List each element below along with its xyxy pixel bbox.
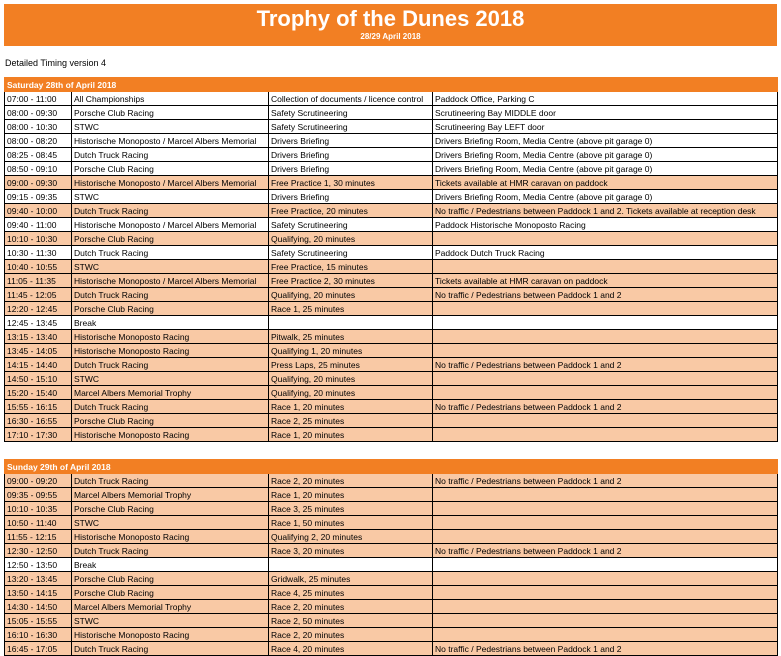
note-cell: Scrutineering Bay LEFT door (433, 120, 778, 134)
time-cell: 15:55 - 16:15 (5, 400, 72, 414)
time-cell: 08:25 - 08:45 (5, 148, 72, 162)
time-cell: 12:50 - 13:50 (5, 558, 72, 572)
group-cell: Porsche Club Racing (72, 106, 269, 120)
group-cell: Historische Monoposto / Marcel Albers Memorial (72, 218, 269, 232)
time-cell: 12:30 - 12:50 (5, 544, 72, 558)
note-cell (433, 414, 778, 428)
group-cell: Historische Monoposto / Marcel Albers Memorial (72, 274, 269, 288)
note-cell (433, 428, 778, 442)
table-row (5, 204, 778, 218)
table-row (5, 516, 778, 530)
table-row (5, 246, 778, 260)
group-cell: Dutch Truck Racing (72, 400, 269, 414)
table-row (5, 344, 778, 358)
note-cell (433, 260, 778, 274)
saturday-schedule-table (4, 77, 778, 442)
day-header-row (5, 460, 778, 474)
activity-cell: Safety Scrutineering (269, 120, 433, 134)
note-cell (433, 600, 778, 614)
group-cell: Marcel Albers Memorial Trophy (72, 488, 269, 502)
activity-cell: Free Practice, 20 minutes (269, 204, 433, 218)
group-cell: STWC (72, 120, 269, 134)
group-cell: Porsche Club Racing (72, 502, 269, 516)
note-cell: Drivers Briefing Room, Media Centre (above pit garage 0) (433, 148, 778, 162)
activity-cell: Race 1, 20 minutes (269, 400, 433, 414)
note-cell: Tickets available at HMR caravan on paddock (433, 274, 778, 288)
note-cell: Tickets available at HMR caravan on paddock (433, 176, 778, 190)
time-cell: 10:40 - 10:55 (5, 260, 72, 274)
note-cell: No traffic / Pedestrians between Paddock 1 and 2. Tickets available at reception desk (433, 204, 778, 218)
activity-cell: Free Practice, 15 minutes (269, 260, 433, 274)
activity-cell: Race 3, 20 minutes (269, 544, 433, 558)
note-cell (433, 330, 778, 344)
group-cell: Porsche Club Racing (72, 414, 269, 428)
activity-cell: Race 1, 20 minutes (269, 428, 433, 442)
activity-cell: Qualifying, 20 minutes (269, 372, 433, 386)
table-row (5, 302, 778, 316)
time-cell: 08:00 - 08:20 (5, 134, 72, 148)
time-cell: 13:45 - 14:05 (5, 344, 72, 358)
note-cell (433, 558, 778, 572)
activity-cell: Collection of documents / licence control (269, 92, 433, 106)
title-banner (4, 4, 777, 46)
group-cell: Dutch Truck Racing (72, 544, 269, 558)
table-row (5, 488, 778, 502)
group-cell: STWC (72, 372, 269, 386)
group-cell: STWC (72, 614, 269, 628)
group-cell: Porsche Club Racing (72, 232, 269, 246)
note-cell: Paddock Office, Parking C (433, 92, 778, 106)
activity-cell: Race 1, 20 minutes (269, 488, 433, 502)
time-cell: 12:20 - 12:45 (5, 302, 72, 316)
activity-cell: Drivers Briefing (269, 134, 433, 148)
time-cell: 09:00 - 09:20 (5, 474, 72, 488)
table-row (5, 218, 778, 232)
time-cell: 15:05 - 15:55 (5, 614, 72, 628)
note-cell: No traffic / Pedestrians between Paddock 1 and 2 (433, 288, 778, 302)
time-cell: 10:50 - 11:40 (5, 516, 72, 530)
time-cell: 15:20 - 15:40 (5, 386, 72, 400)
activity-cell: Safety Scrutineering (269, 246, 433, 260)
group-cell: All Championships (72, 92, 269, 106)
activity-cell: Qualifying 2, 20 minutes (269, 530, 433, 544)
group-cell: Historische Monoposto Racing (72, 628, 269, 642)
table-row (5, 120, 778, 134)
activity-cell: Free Practice 2, 30 minutes (269, 274, 433, 288)
table-row (5, 148, 778, 162)
activity-cell: Race 2, 20 minutes (269, 600, 433, 614)
note-cell: Paddock Dutch Truck Racing (433, 246, 778, 260)
note-cell: No traffic / Pedestrians between Paddock 1 and 2 (433, 358, 778, 372)
table-row (5, 316, 778, 330)
event-dates: 28/29 April 2018 (360, 32, 421, 41)
time-cell: 11:55 - 12:15 (5, 530, 72, 544)
table-row (5, 614, 778, 628)
time-cell: 09:40 - 11:00 (5, 218, 72, 232)
time-cell: 17:10 - 17:30 (5, 428, 72, 442)
activity-cell: Qualifying, 20 minutes (269, 288, 433, 302)
note-cell: No traffic / Pedestrians between Paddock 1 and 2 (433, 544, 778, 558)
note-cell: Drivers Briefing Room, Media Centre (above pit garage 0) (433, 162, 778, 176)
activity-cell: Pitwalk, 25 minutes (269, 330, 433, 344)
group-cell: Break (72, 316, 269, 330)
group-cell: Historische Monoposto Racing (72, 344, 269, 358)
activity-cell: Drivers Briefing (269, 162, 433, 176)
activity-cell: Drivers Briefing (269, 148, 433, 162)
activity-cell: Race 2, 20 minutes (269, 628, 433, 642)
time-cell: 13:20 - 13:45 (5, 572, 72, 586)
activity-cell (269, 558, 433, 572)
activity-cell: Safety Scrutineering (269, 106, 433, 120)
group-cell: Dutch Truck Racing (72, 246, 269, 260)
table-row (5, 274, 778, 288)
table-row (5, 530, 778, 544)
note-cell: No traffic / Pedestrians between Paddock 1 and 2 (433, 474, 778, 488)
note-cell (433, 502, 778, 516)
note-cell (433, 232, 778, 246)
table-row (5, 288, 778, 302)
group-cell: Porsche Club Racing (72, 302, 269, 316)
day-header: Sunday 29th of April 2018 (5, 460, 778, 474)
group-cell: Porsche Club Racing (72, 586, 269, 600)
table-row (5, 544, 778, 558)
note-cell: Scrutineering Bay MIDDLE door (433, 106, 778, 120)
activity-cell: Press Laps, 25 minutes (269, 358, 433, 372)
time-cell: 09:35 - 09:55 (5, 488, 72, 502)
activity-cell: Drivers Briefing (269, 190, 433, 204)
table-row (5, 628, 778, 642)
day-header-row (5, 78, 778, 92)
group-cell: Dutch Truck Racing (72, 642, 269, 656)
table-row (5, 92, 778, 106)
time-cell: 10:10 - 10:30 (5, 232, 72, 246)
activity-cell: Race 2, 50 minutes (269, 614, 433, 628)
group-cell: Marcel Albers Memorial Trophy (72, 600, 269, 614)
table-row (5, 586, 778, 600)
group-cell: Historische Monoposto Racing (72, 530, 269, 544)
time-cell: 09:00 - 09:30 (5, 176, 72, 190)
activity-cell: Race 4, 20 minutes (269, 642, 433, 656)
activity-cell: Race 2, 25 minutes (269, 414, 433, 428)
time-cell: 09:40 - 10:00 (5, 204, 72, 218)
activity-cell: Qualifying, 20 minutes (269, 232, 433, 246)
time-cell: 08:50 - 09:10 (5, 162, 72, 176)
note-cell (433, 586, 778, 600)
group-cell: Dutch Truck Racing (72, 288, 269, 302)
activity-cell: Race 4, 25 minutes (269, 586, 433, 600)
note-cell (433, 488, 778, 502)
table-row (5, 414, 778, 428)
group-cell: STWC (72, 516, 269, 530)
time-cell: 10:30 - 11:30 (5, 246, 72, 260)
group-cell: Porsche Club Racing (72, 572, 269, 586)
table-row (5, 428, 778, 442)
time-cell: 08:00 - 10:30 (5, 120, 72, 134)
note-cell (433, 614, 778, 628)
time-cell: 11:05 - 11:35 (5, 274, 72, 288)
note-cell: Drivers Briefing Room, Media Centre (above pit garage 0) (433, 134, 778, 148)
note-cell (433, 516, 778, 530)
table-row (5, 386, 778, 400)
activity-cell: Qualifying 1, 20 minutes (269, 344, 433, 358)
activity-cell: Free Practice 1, 30 minutes (269, 176, 433, 190)
group-cell: Marcel Albers Memorial Trophy (72, 386, 269, 400)
group-cell: Historische Monoposto / Marcel Albers Memorial (72, 176, 269, 190)
group-cell: Historische Monoposto / Marcel Albers Memorial (72, 134, 269, 148)
table-row (5, 134, 778, 148)
group-cell: Dutch Truck Racing (72, 358, 269, 372)
table-row (5, 260, 778, 274)
time-cell: 16:10 - 16:30 (5, 628, 72, 642)
time-cell: 16:45 - 17:05 (5, 642, 72, 656)
group-cell: Historische Monoposto Racing (72, 330, 269, 344)
note-cell (433, 386, 778, 400)
note-cell: No traffic / Pedestrians between Paddock 1 and 2 (433, 642, 778, 656)
group-cell: STWC (72, 260, 269, 274)
group-cell: Dutch Truck Racing (72, 204, 269, 218)
time-cell: 13:15 - 13:40 (5, 330, 72, 344)
note-cell: No traffic / Pedestrians between Paddock 1 and 2 (433, 400, 778, 414)
note-cell (433, 530, 778, 544)
time-cell: 12:45 - 13:45 (5, 316, 72, 330)
time-cell: 14:50 - 15:10 (5, 372, 72, 386)
time-cell: 13:50 - 14:15 (5, 586, 72, 600)
time-cell: 08:00 - 09:30 (5, 106, 72, 120)
page-title: Trophy of the Dunes 2018 (256, 6, 525, 31)
group-cell: Historische Monoposto Racing (72, 428, 269, 442)
table-row (5, 162, 778, 176)
activity-cell: Qualifying, 20 minutes (269, 386, 433, 400)
group-cell: Dutch Truck Racing (72, 474, 269, 488)
activity-cell: Race 3, 25 minutes (269, 502, 433, 516)
table-row (5, 372, 778, 386)
activity-cell: Race 2, 20 minutes (269, 474, 433, 488)
note-cell (433, 572, 778, 586)
group-cell: Porsche Club Racing (72, 162, 269, 176)
timing-version: Detailed Timing version 4 (5, 58, 107, 68)
activity-cell: Race 1, 50 minutes (269, 516, 433, 530)
table-row (5, 600, 778, 614)
note-cell: Drivers Briefing Room, Media Centre (above pit garage 0) (433, 190, 778, 204)
time-cell: 14:15 - 14:40 (5, 358, 72, 372)
table-row (5, 232, 778, 246)
note-cell (433, 344, 778, 358)
table-row (5, 358, 778, 372)
time-cell: 10:10 - 10:35 (5, 502, 72, 516)
time-cell: 16:30 - 16:55 (5, 414, 72, 428)
table-row (5, 330, 778, 344)
note-cell (433, 302, 778, 316)
table-row (5, 502, 778, 516)
table-row (5, 400, 778, 414)
activity-cell (269, 316, 433, 330)
table-row (5, 190, 778, 204)
group-cell: Dutch Truck Racing (72, 148, 269, 162)
activity-cell: Safety Scrutineering (269, 218, 433, 232)
activity-cell: Gridwalk, 25 minutes (269, 572, 433, 586)
group-cell: STWC (72, 190, 269, 204)
time-cell: 07:00 - 11:00 (5, 92, 72, 106)
table-row (5, 106, 778, 120)
day-header: Saturday 28th of April 2018 (5, 78, 778, 92)
table-row (5, 176, 778, 190)
sunday-schedule-table (4, 459, 778, 656)
table-row (5, 558, 778, 572)
table-row (5, 474, 778, 488)
note-cell (433, 628, 778, 642)
table-row (5, 642, 778, 656)
time-cell: 14:30 - 14:50 (5, 600, 72, 614)
time-cell: 11:45 - 12:05 (5, 288, 72, 302)
note-cell (433, 372, 778, 386)
note-cell: Paddock Historische Monoposto Racing (433, 218, 778, 232)
time-cell: 09:15 - 09:35 (5, 190, 72, 204)
table-row (5, 572, 778, 586)
note-cell (433, 316, 778, 330)
activity-cell: Race 1, 25 minutes (269, 302, 433, 316)
group-cell: Break (72, 558, 269, 572)
